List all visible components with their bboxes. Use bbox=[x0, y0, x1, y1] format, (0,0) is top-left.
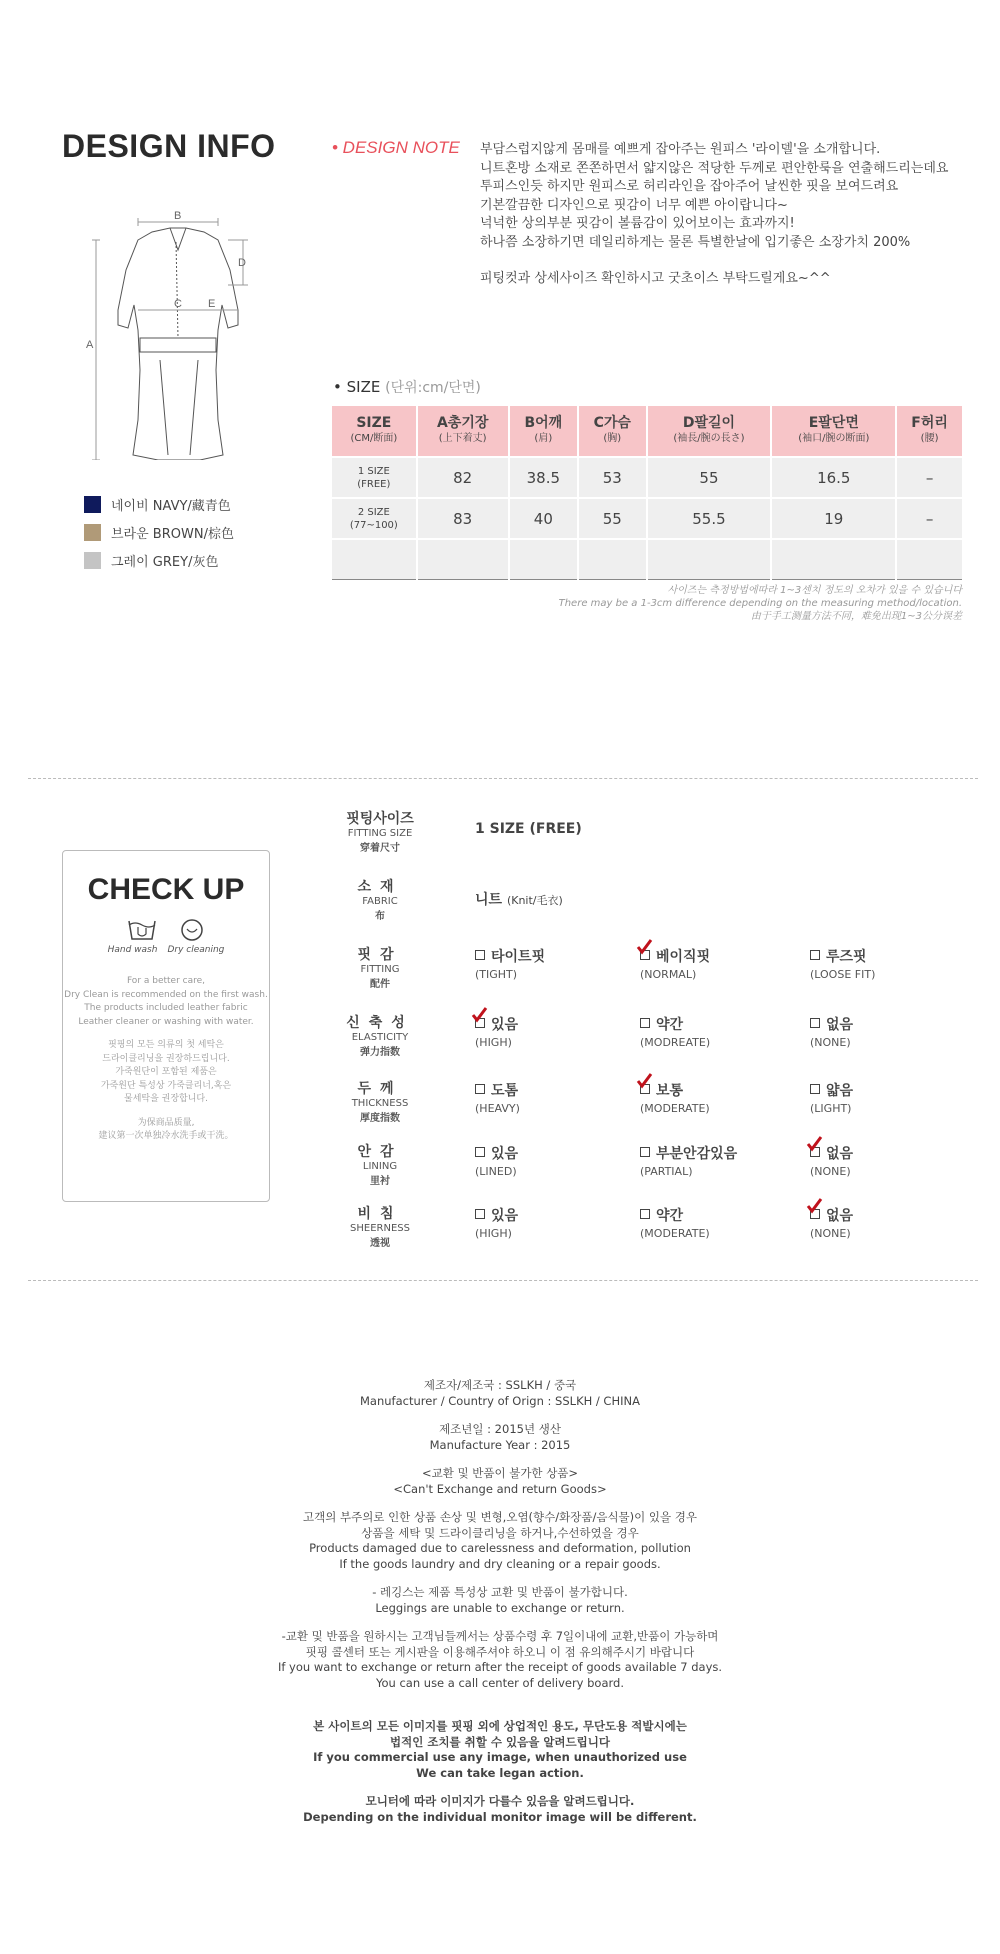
table-cell: 82 bbox=[417, 457, 509, 498]
care-ko: 핏핑의 모든 의류의 첫 세탁은 드라이클리닝을 권장하드립니다. 가죽원단이 포함된 제품은 가죽원단 특성상 가죽클리너,혹은 물세탁을 권장합니다. bbox=[100, 1040, 232, 1104]
color-option bbox=[84, 518, 234, 546]
care-zh: 为保商品质量, 建议第一次单独冷水洗手或干洗。 bbox=[98, 1117, 234, 1141]
exchange-info: -교환 및 반품을 원하시는 고객님들께서는 상품수령 후 7일이내에 교환,반품이 가능하며 핏핑 콜센터 또는 게시판을 이용해주셔야 하오니 이 점 유의해주시기 바랍니다 If you want to exchange or return after the receipt of goods available 7 days. You can use a call center of delivery board. bbox=[277, 1629, 723, 1690]
header-cell: F허리 (腰) bbox=[896, 406, 962, 457]
checkbox[interactable] bbox=[640, 1147, 650, 1157]
spec-label-ko: 소재 bbox=[357, 879, 403, 895]
section-divider bbox=[28, 1280, 978, 1281]
dry-cleaning-icon bbox=[179, 917, 205, 943]
option-heavy[interactable]: 도톰 (HEAVY) bbox=[475, 1083, 520, 1115]
spec-label-zh: 穿着尺寸 bbox=[360, 843, 400, 854]
check-icon bbox=[806, 1135, 824, 1153]
spec-label bbox=[330, 1078, 430, 1124]
checkbox[interactable] bbox=[640, 1018, 650, 1028]
note-line: 넉넉한 상의부분 핏감이 볼륨감이 있어보이는 효과까지! bbox=[480, 216, 795, 231]
size-cell: 2 SIZE (77~100) bbox=[332, 498, 417, 539]
diagram-label-b: B bbox=[174, 210, 182, 222]
header-cell: SIZE (CM/断面) bbox=[332, 406, 417, 457]
option-none[interactable]: 없음 (NONE) bbox=[810, 1205, 853, 1241]
fitting-size-value: 1 SIZE (FREE) bbox=[475, 821, 582, 837]
fabric-value: 니트 (Knit/毛衣) bbox=[475, 892, 563, 908]
spec-row-lining bbox=[330, 1141, 980, 1201]
table-cell bbox=[896, 539, 962, 580]
checkup-box bbox=[62, 850, 270, 1202]
option-none[interactable]: 없음 (NONE) bbox=[810, 1017, 854, 1049]
option-high[interactable]: 있음 (HIGH) bbox=[475, 1014, 518, 1050]
design-info-title: DESIGN INFO bbox=[62, 128, 276, 164]
care-en: For a better care, Dry Clean is recommended on the first wash. The products included leather fabric Leather cleaner or washing with water. bbox=[64, 976, 268, 1027]
option-high[interactable]: 있음 (HIGH) bbox=[475, 1208, 519, 1240]
spec-row-elasticity bbox=[330, 1012, 980, 1072]
spec-label-zh: 弹力指数 bbox=[360, 1047, 400, 1058]
leggings-notice: - 레깅스는 제품 특성상 교환 및 반품이 불가합니다. Leggings are unable to exchange or return. bbox=[372, 1585, 628, 1615]
color-swatch-brown bbox=[84, 524, 101, 541]
color-options bbox=[84, 490, 234, 574]
checkbox[interactable] bbox=[810, 1018, 820, 1028]
option-normal[interactable]: 베이직핏 (NORMAL) bbox=[640, 946, 710, 982]
table-cell bbox=[417, 539, 509, 580]
diagram-label-d: D bbox=[238, 257, 246, 269]
spec-label-en: ELASTICITY bbox=[351, 1032, 409, 1043]
spec-label-ko: 비침 bbox=[357, 1206, 403, 1222]
hand-wash-icon bbox=[127, 917, 157, 943]
table-cell: 83 bbox=[417, 498, 509, 539]
table-cell: 19 bbox=[771, 498, 896, 539]
table-cell bbox=[647, 539, 772, 580]
checkbox[interactable] bbox=[475, 1209, 485, 1219]
bullet-icon: • bbox=[333, 378, 347, 396]
spec-label-en: FABRIC bbox=[362, 896, 398, 907]
checkbox[interactable] bbox=[475, 950, 485, 960]
spec-label bbox=[330, 1141, 430, 1187]
copyright-notice: 본 사이트의 모든 이미지를 핏핑 외에 상업적인 용도, 무단도용 적발시에는 법적인 조치를 취할 수 있음을 알려드립니다 If you commercial use any image, when unauthorized use We can take legan action. bbox=[313, 1719, 687, 1780]
note-line: 기본깔끔한 디자인으로 핏감이 너무 예쁜 아이랍니다~ bbox=[480, 197, 788, 213]
spec-row-fitting-size bbox=[330, 808, 980, 868]
spec-row-fitting bbox=[330, 944, 980, 1004]
care-instructions bbox=[63, 975, 269, 1144]
table-cell bbox=[509, 539, 578, 580]
color-option bbox=[84, 490, 234, 518]
option-lined[interactable]: 있음 (LINED) bbox=[475, 1146, 519, 1178]
dry-cleaning-label: Dry cleaning bbox=[167, 945, 225, 955]
option-light[interactable]: 얇음 (LIGHT) bbox=[810, 1083, 854, 1115]
header-cell: C가슴 (胸) bbox=[578, 406, 647, 457]
monitor-notice: 모니터에 따라 이미지가 다를수 있음을 알려드립니다. Depending on the individual monitor image will be different. bbox=[303, 1794, 697, 1824]
header-cell: E팔단면 (袖口/腕の断面) bbox=[771, 406, 896, 457]
table-cell: 55 bbox=[578, 498, 647, 539]
size-disclaimer bbox=[559, 584, 962, 623]
spec-label-en: SHEERNESS bbox=[350, 1223, 410, 1234]
size-title-text: SIZE bbox=[346, 378, 381, 396]
section-divider bbox=[28, 778, 978, 779]
check-icon bbox=[636, 938, 654, 956]
spec-label-en: FITTING bbox=[360, 964, 400, 975]
table-cell: 53 bbox=[578, 457, 647, 498]
note-line: 하나쯤 소장하기면 데일리하게는 물론 특별한날에 입기좋은 소장가치 200% bbox=[480, 234, 911, 250]
table-row bbox=[332, 457, 962, 498]
table-cell: 55.5 bbox=[647, 498, 772, 539]
note-line: 투피스인듯 하지만 원피스로 허리라인을 잡아주어 날씬한 핏을 보여드려요 bbox=[480, 179, 899, 194]
header-cell: B어깨 (肩) bbox=[509, 406, 578, 457]
spec-label-zh: 里衬 bbox=[370, 1176, 390, 1187]
table-cell bbox=[332, 539, 417, 580]
table-cell: 16.5 bbox=[771, 457, 896, 498]
table-row bbox=[332, 498, 962, 539]
size-unit: (단위:cm/단면) bbox=[385, 380, 481, 396]
hand-wash-label: Hand wash bbox=[107, 945, 158, 955]
spec-label-en: FITTING SIZE bbox=[347, 828, 413, 839]
option-loose[interactable]: 루즈핏 (LOOSE FIT) bbox=[810, 949, 876, 981]
size-title bbox=[333, 377, 481, 397]
note-line bbox=[480, 252, 980, 270]
spec-label bbox=[330, 944, 430, 990]
diagram-label-c: C bbox=[174, 298, 182, 310]
diagram-label-a: A bbox=[86, 339, 94, 351]
spec-label bbox=[330, 1203, 430, 1249]
table-row bbox=[332, 539, 962, 580]
spec-label-ko: 안감 bbox=[357, 1144, 403, 1160]
spec-label-ko: 두께 bbox=[357, 1081, 403, 1097]
spec-row-thickness bbox=[330, 1078, 980, 1138]
option-none[interactable]: 없음 (NONE) bbox=[810, 1143, 853, 1179]
spec-row-sheerness bbox=[330, 1203, 980, 1263]
option-moderate[interactable]: 보통 (MODERATE) bbox=[640, 1080, 710, 1116]
checkbox[interactable] bbox=[640, 1209, 650, 1219]
checkbox[interactable] bbox=[810, 1084, 820, 1094]
color-label: 네이비 NAVY/藏青色 bbox=[111, 498, 231, 514]
option-moderate[interactable]: 약간 (MODREATE) bbox=[640, 1017, 711, 1049]
design-note-label: • DESIGN NOTE bbox=[332, 138, 460, 157]
care-icons bbox=[63, 917, 269, 943]
damage-notice: 고객의 부주의로 인한 상품 손상 및 변형,오염(향수/화장품/음식물)이 있을 경우 상품을 세탁 및 드라이클리닝을 하거나,수선하였을 경우 Products damaged due to carelessness and deformation, pollution If the goods laundry and dry cleaning or a repair goods. bbox=[303, 1510, 697, 1571]
table-cell: – bbox=[896, 457, 962, 498]
table-cell: 55 bbox=[647, 457, 772, 498]
manufacture-year: 제조년일 : 2015년 생산 Manufacture Year : 2015 bbox=[429, 1422, 571, 1452]
table-cell: – bbox=[896, 498, 962, 539]
color-swatch-grey bbox=[84, 552, 101, 569]
design-note-text bbox=[480, 141, 980, 289]
disclaimer-zh: 由于手工测量方法不同，难免出现1~3公分误差 bbox=[750, 611, 962, 622]
checkup-title: CHECK UP bbox=[87, 873, 245, 906]
exchange-title: <교환 및 반품이 불가한 상품> <Can't Exchange and return Goods> bbox=[393, 1466, 607, 1496]
check-icon bbox=[806, 1197, 824, 1215]
table-cell bbox=[771, 539, 896, 580]
checkbox[interactable] bbox=[475, 1147, 485, 1157]
size-cell: 1 SIZE (FREE) bbox=[332, 457, 417, 498]
note-line: 부담스럽지않게 몸매를 예쁘게 잡아주는 원피스 '라이델'을 소개합니다. bbox=[480, 142, 881, 157]
header-cell: A총기장 (上下着丈) bbox=[417, 406, 509, 457]
color-label: 그레이 GREY/灰色 bbox=[111, 554, 219, 570]
spec-label-en: THICKNESS bbox=[351, 1098, 409, 1109]
spec-label-ko: 핏팅사이즈 bbox=[346, 811, 414, 827]
spec-label-zh: 布 bbox=[375, 911, 385, 922]
option-tight[interactable]: 타이트핏 (TIGHT) bbox=[475, 949, 546, 981]
option-moderate[interactable]: 약간 (MODERATE) bbox=[640, 1208, 710, 1240]
size-table-header bbox=[332, 406, 962, 457]
disclaimer-ko: 사이즈는 측정방법에따라 1~3센치 정도의 오차가 있을 수 있습니다 bbox=[667, 585, 962, 596]
table-cell: 40 bbox=[509, 498, 578, 539]
spec-label-en: LINING bbox=[362, 1161, 398, 1172]
spec-label-zh: 透视 bbox=[370, 1238, 390, 1249]
footer-notice bbox=[0, 1378, 1000, 1838]
spec-label-ko: 핏감 bbox=[357, 947, 403, 963]
note-line: 피팅컷과 상세사이즈 확인하시고 굿초이스 부탁드릴게요~^^ bbox=[480, 271, 831, 286]
note-line: 니트혼방 소재로 쫀쫀하면서 얇지않은 적당한 두께로 편안한룩을 연출해드리는데요 bbox=[480, 160, 949, 176]
checkbox[interactable] bbox=[475, 1084, 485, 1094]
table-cell bbox=[578, 539, 647, 580]
check-icon bbox=[636, 1072, 654, 1090]
manufacturer-info: 제조자/제조국 : SSLKH / 중국 Manufacturer / Country of Orign : SSLKH / CHINA bbox=[360, 1378, 640, 1408]
spec-row-fabric bbox=[330, 876, 980, 936]
header-cell: D팔길이 (袖長/腕の長さ) bbox=[647, 406, 772, 457]
spec-label-zh: 厚度指数 bbox=[360, 1113, 400, 1124]
spec-label bbox=[330, 808, 430, 854]
spec-label-ko: 신축성 bbox=[346, 1015, 414, 1031]
spec-label-zh: 配件 bbox=[370, 979, 390, 990]
color-label: 브라운 BROWN/棕色 bbox=[111, 526, 234, 542]
table-cell: 38.5 bbox=[509, 457, 578, 498]
spec-label bbox=[330, 876, 430, 922]
dress-diagram bbox=[78, 210, 278, 460]
spec-label bbox=[330, 1012, 430, 1058]
disclaimer-en: There may be a 1-3cm difference depending on the measuring method/location. bbox=[558, 598, 962, 609]
check-icon bbox=[471, 1006, 489, 1024]
size-table bbox=[332, 406, 962, 580]
checkbox[interactable] bbox=[810, 950, 820, 960]
color-option bbox=[84, 546, 234, 574]
color-swatch-navy bbox=[84, 496, 101, 513]
care-labels bbox=[63, 945, 269, 955]
option-partial[interactable]: 부분안감있음 (PARTIAL) bbox=[640, 1146, 738, 1178]
diagram-label-e: E bbox=[208, 298, 216, 310]
